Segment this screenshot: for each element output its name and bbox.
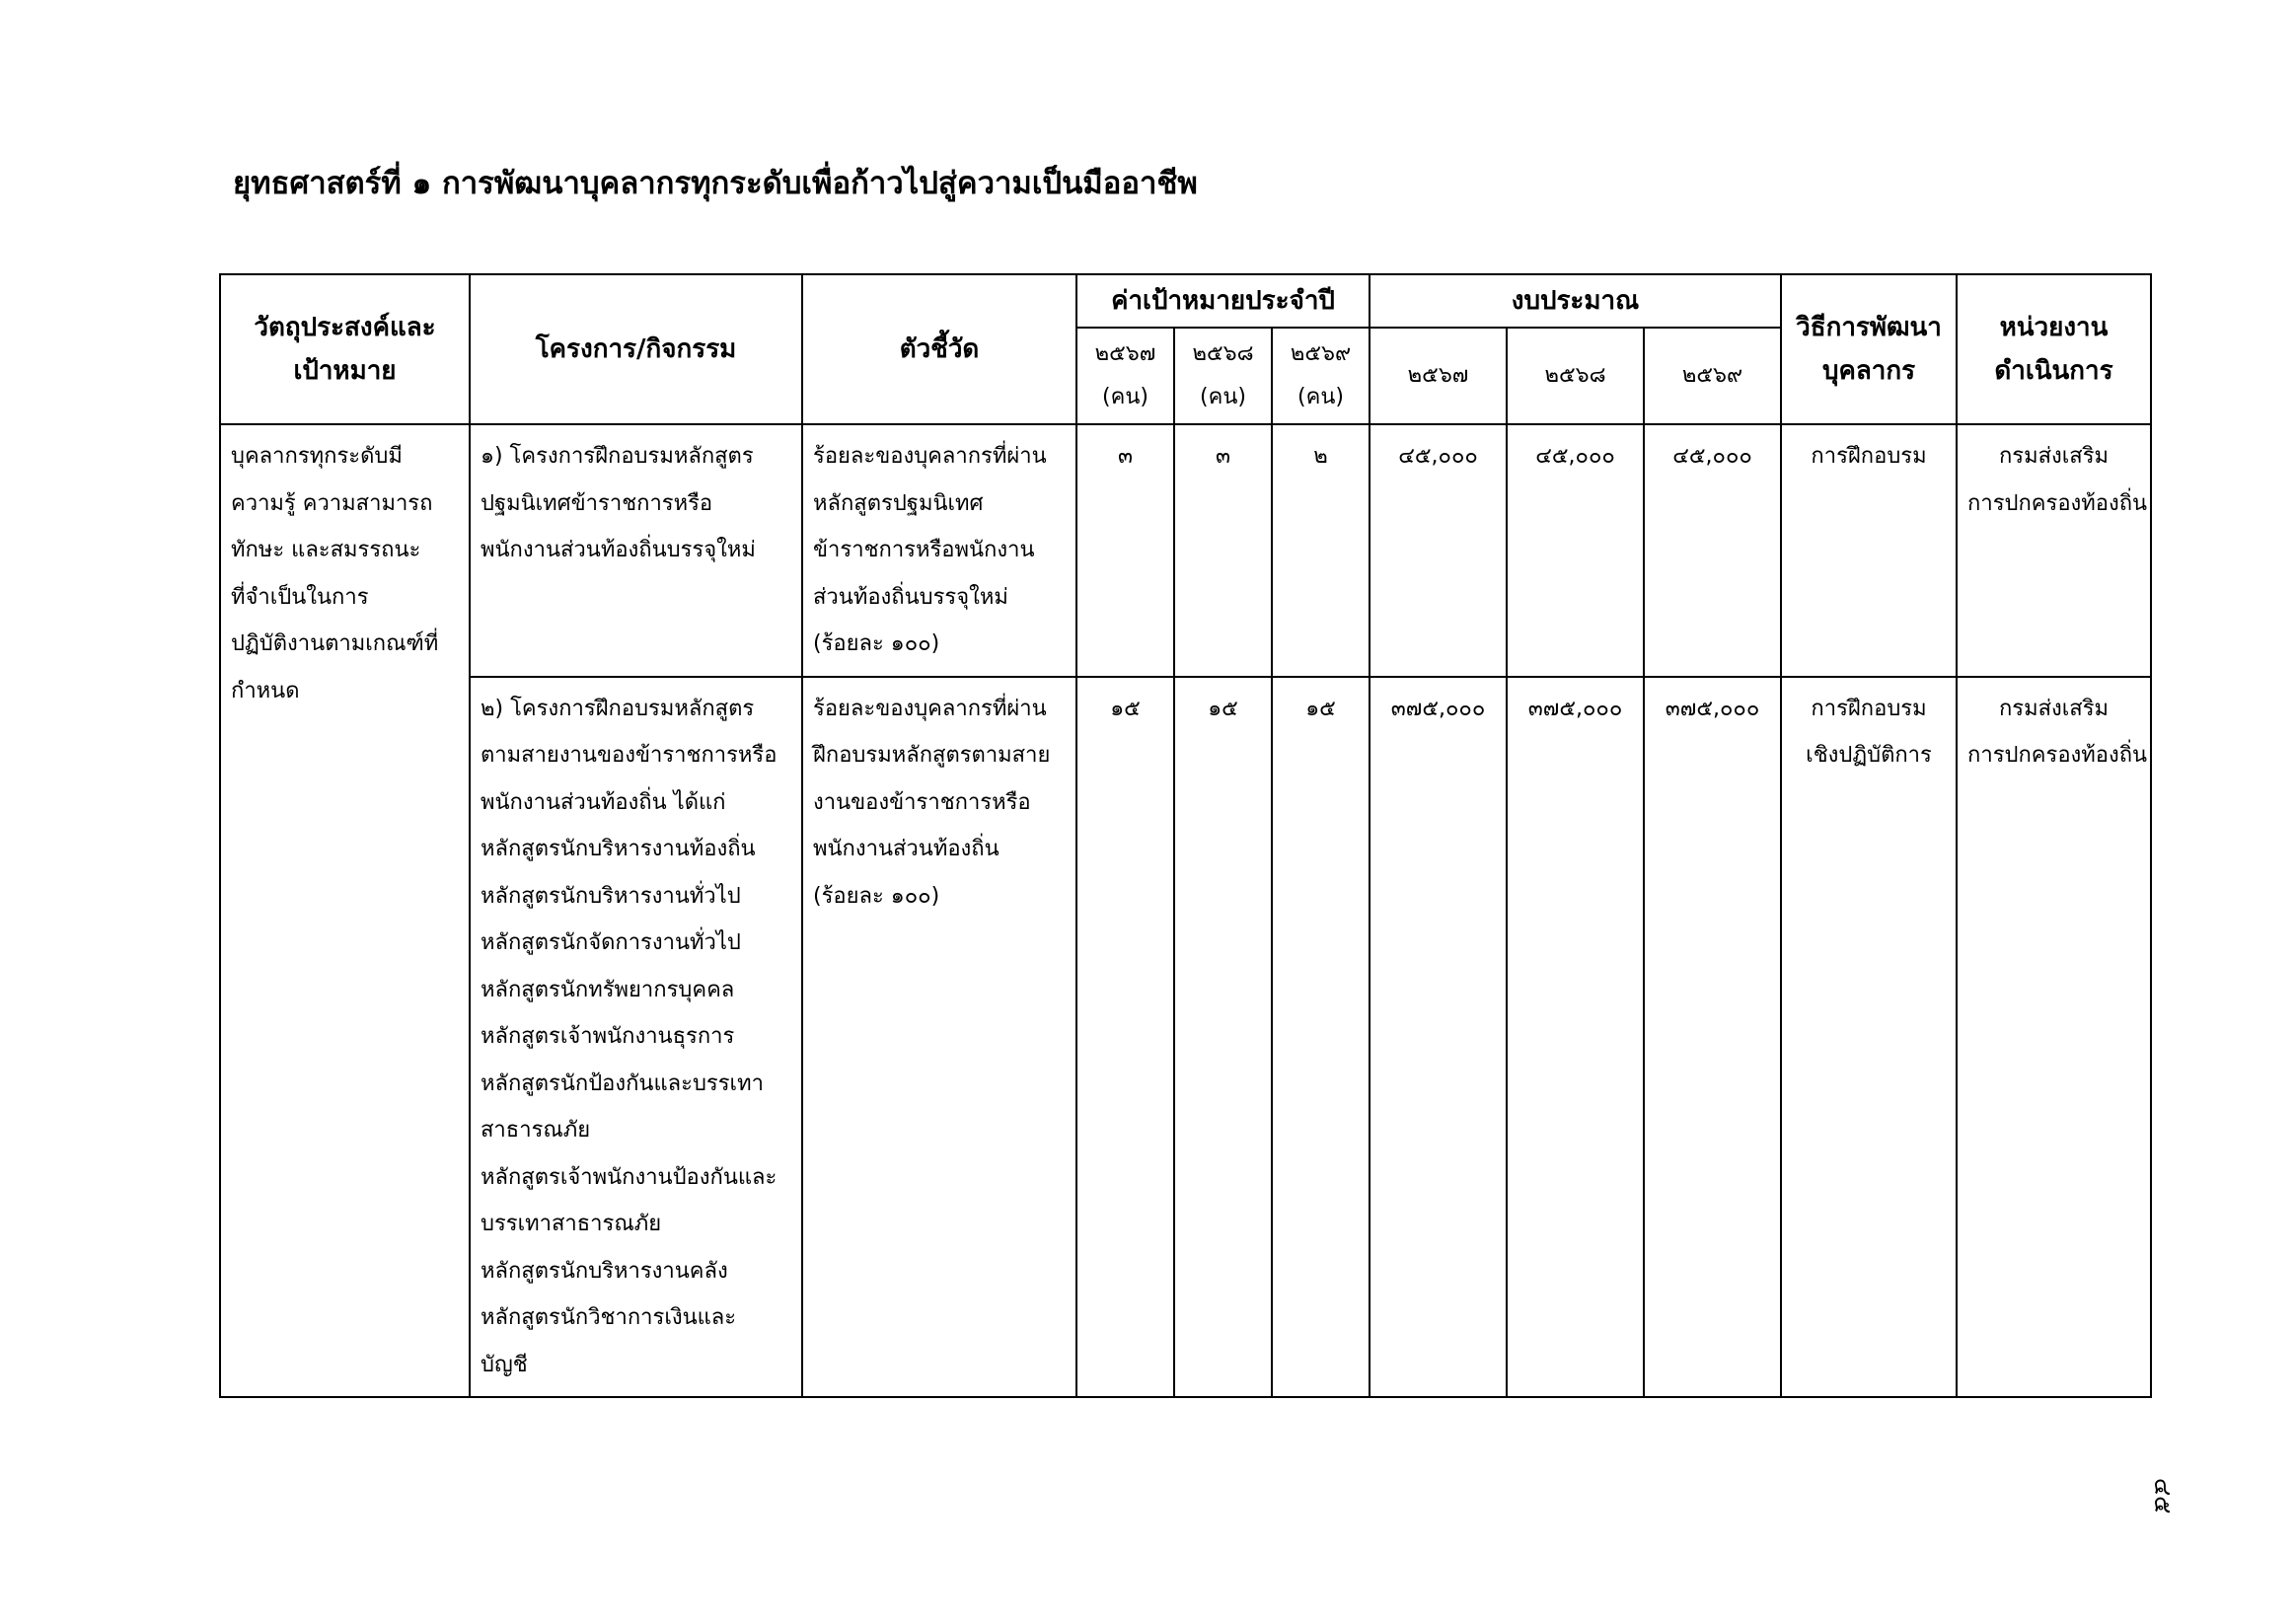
method-cell: การฝึกอบรม bbox=[1781, 424, 1957, 677]
header-project: โครงการ/กิจกรรม bbox=[470, 274, 802, 424]
indicator-cell: ร้อยละของบุคลากรที่ผ่าน หลักสูตรปฐมนิเทศ ข้าราชการหรือพนักงาน ส่วนท้องถิ่นบรรจุใหม่ (ร้อยละ ๑๐๐) bbox=[802, 424, 1076, 677]
header-budget-year: ๒๕๖๘ bbox=[1507, 328, 1644, 424]
header-row-main bbox=[220, 274, 2151, 328]
budget-cell: ๓๗๕,๐๐๐ bbox=[1644, 677, 1781, 1398]
objective-cell: บุคลากรทุกระดับมี ความรู้ ความสามารถ ทักษะ และสมรรถนะ ที่จำเป็นในการ ปฏิบัติงานตามเกณฑ์ที่ กำหนด bbox=[220, 424, 470, 1397]
budget-cell: ๓๗๕,๐๐๐ bbox=[1370, 677, 1507, 1398]
header-target-year: ๒๕๖๘ (คน) bbox=[1174, 328, 1272, 424]
budget-cell: ๔๕,๐๐๐ bbox=[1644, 424, 1781, 677]
header-target-year: ๒๕๖๗ (คน) bbox=[1076, 328, 1174, 424]
header-target-year: ๒๕๖๙ (คน) bbox=[1272, 328, 1370, 424]
target-cell: ๓ bbox=[1076, 424, 1174, 677]
header-target: ค่าเป้าหมายประจำปี bbox=[1076, 274, 1370, 328]
target-cell: ๑๕ bbox=[1272, 677, 1370, 1398]
budget-cell: ๔๕,๐๐๐ bbox=[1507, 424, 1644, 677]
page-heading: ยุทธศาสตร์ที่ ๑ การพัฒนาบุคลากรทุกระดับเพื่อก้าวไปสู่ความเป็นมืออาชีพ bbox=[233, 166, 1198, 201]
target-cell: ๑๕ bbox=[1076, 677, 1174, 1398]
method-cell: การฝึกอบรม เชิงปฏิบัติการ bbox=[1781, 677, 1957, 1398]
header-budget-year: ๒๕๖๗ bbox=[1370, 328, 1507, 424]
strategy-table bbox=[219, 273, 2152, 1398]
project-cell: ๒) โครงการฝึกอบรมหลักสูตร ตามสายงานของข้าราชการหรือ พนักงานส่วนท้องถิ่น ได้แก่ หลักสูตรนักบริหารงานท้องถิ่น หลักสูตรนักบริหารงานทั่วไป หลักสูตรนักจัดการงานทั่วไป หลักสูตรนักทรัพยากรบุคคล หลักสูตรเจ้าพนักงานธุรการ หลักสูตรนักป้องกันและบรรเทา สาธารณภัย หลักสูตรเจ้าพนักงานป้องกันและ บรรเทาสาธารณภัย หลักสูตรนักบริหารงานคลัง หลักสูตรนักวิชาการเงินและ บัญชี bbox=[470, 677, 802, 1398]
target-cell: ๓ bbox=[1174, 424, 1272, 677]
agency-cell: กรมส่งเสริม การปกครองท้องถิ่น bbox=[1957, 424, 2151, 677]
header-budget: งบประมาณ bbox=[1370, 274, 1781, 328]
header-budget-year: ๒๕๖๙ bbox=[1644, 328, 1781, 424]
page-number: ๔๕ bbox=[2149, 1478, 2177, 1514]
header-agency: หน่วยงาน ดำเนินการ bbox=[1957, 274, 2151, 424]
agency-cell: กรมส่งเสริม การปกครองท้องถิ่น bbox=[1957, 677, 2151, 1398]
table-row bbox=[220, 677, 2151, 1398]
table-row bbox=[220, 424, 2151, 677]
header-indicator: ตัวชี้วัด bbox=[802, 274, 1076, 424]
indicator-cell: ร้อยละของบุคลากรที่ผ่าน ฝึกอบรมหลักสูตรตามสาย งานของข้าราชการหรือ พนักงานส่วนท้องถิ่น (ร้อยละ ๑๐๐) bbox=[802, 677, 1076, 1398]
target-cell: ๑๕ bbox=[1174, 677, 1272, 1398]
project-cell: ๑) โครงการฝึกอบรมหลักสูตร ปฐมนิเทศข้าราชการหรือ พนักงานส่วนท้องถิ่นบรรจุใหม่ bbox=[470, 424, 802, 677]
budget-cell: ๔๕,๐๐๐ bbox=[1370, 424, 1507, 677]
target-cell: ๒ bbox=[1272, 424, 1370, 677]
header-objective: วัตถุประสงค์และ เป้าหมาย bbox=[220, 274, 470, 424]
header-method: วิธีการพัฒนา บุคลากร bbox=[1781, 274, 1957, 424]
budget-cell: ๓๗๕,๐๐๐ bbox=[1507, 677, 1644, 1398]
